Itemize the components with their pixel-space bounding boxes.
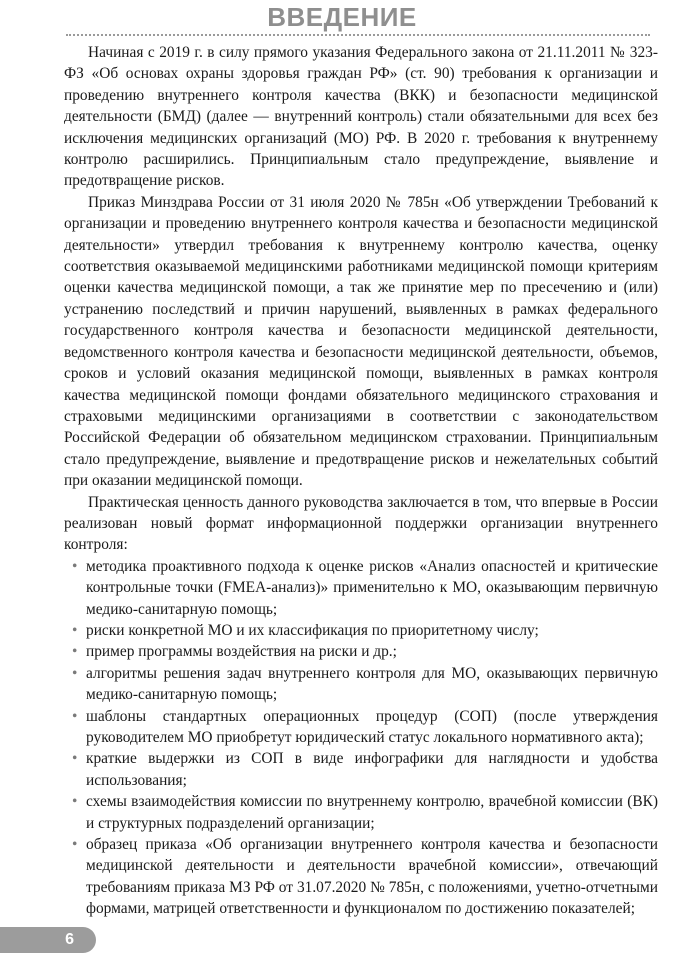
bullet-icon: • [72,750,78,768]
page-header [0,0,684,36]
list-item [64,641,658,662]
header-dotted-rule [66,34,650,36]
paragraph: Приказ Минздрава России от 31 июля 2020 № 785н «Об утверждении Требований к организации и проведению внутреннего контроля качества и безопасности медицинской деятельности» утвердил требования к внутреннему контролю качества, оценку соответствия оказываемой медицинскими работниками медицинской помощи критериям оценки качества медицинской помощи, а так же принятие мер по пресечению и (или) устранению последствий и причин нарушений, выявленных в рамках федерального государственного контроля качества и безопасности медицинской деятельности, ведомственного контроля качества и безопасности медицинской деятельности, объемов, сроков и условий оказания медицинской помощи, выявленных в рамках контроля качества медицинской помощи фондами обязательного медицинского страхования и страховыми медицинскими организациями в соответствии с законодательством Российской Федерации об обязательном медицинском страховании. Принципиальным стало предупреждение, выявление и предотвращение рисков и нежелательных событий при оказании медицинской помощи. [64,193,658,490]
list-item [64,663,658,706]
list-item-text: образец приказа «Об организации внутреннего контроля качества и безопасности медицинской деятельности и деятельности врачебной комиссии», отвечающий требованиям приказа МЗ РФ от 31.07.2020 № 785н, с положениями, учетно-отчетными формами, матрицей ответственности и функционалом по достижению показателей; [86,836,658,918]
list-item-text: методика проактивного подхода к оценке рисков «Анализ опасностей и критические контрольные точки (FMEA-анализ)» применительно к МО, оказывающим первичную медико-санитарную помощь; [86,557,658,618]
section-title: ВВЕДЕНИЕ [267,2,417,32]
bullet-icon: • [72,621,78,639]
list-item-text: риски конкретной МО и их классификация по приоритетному числу; [86,621,539,639]
bullet-icon: • [72,707,78,725]
paragraph: Начиная с 2019 г. в силу прямого указания Федерального закона от 21.11.2011 № 323-ФЗ «Об основах охраны здоровья граждан РФ» (ст. 90) требования к организации и проведению внутреннего контроля качества (ВКК) и безопасности медицинской деятельности (БМД) (далее — внутренний контроль) стали обязательными для всех без исключения медицинских организаций (МО) РФ. В 2020 г. требования к внутреннему контролю расширились. Принципиальным стало предупреждение, выявление и предотвращение рисков. [64,44,658,190]
page-number: 6 [65,931,74,948]
list-item-text: шаблоны стандартных операционных процедур (СОП) (после утверждения руководителем МО приобретут юридический статус локального нормативного акта); [86,707,658,746]
bullet-list [64,556,658,920]
list-item [64,834,658,920]
list-item [64,706,658,749]
body-text [64,42,658,920]
paragraph: Практическая ценность данного руководства заключается в том, что впервые в России реализован новый формат информационной поддержки организации внутреннего контроля: [64,493,658,554]
bullet-icon: • [72,557,78,575]
list-item [64,620,658,641]
list-item [64,556,658,620]
list-item-text: схемы взаимодействия комиссии по внутреннему контролю, врачебной комиссии (ВК) и структурных подразделений организации; [86,793,658,832]
list-item [64,791,658,834]
bullet-icon: • [72,643,78,661]
list-item [64,748,658,791]
bullet-icon: • [72,836,78,854]
list-item-text: краткие выдержки из СОП в виде инфографики для наглядности и удобства использования; [86,750,658,789]
bullet-icon: • [72,793,78,811]
bullet-icon: • [72,664,78,682]
list-item-text: алгоритмы решения задач внутреннего контроля для МО, оказывающих первичную медико-санитарную помощь; [86,664,658,704]
list-item-text: пример программы воздействия на риски и др.; [86,643,397,661]
